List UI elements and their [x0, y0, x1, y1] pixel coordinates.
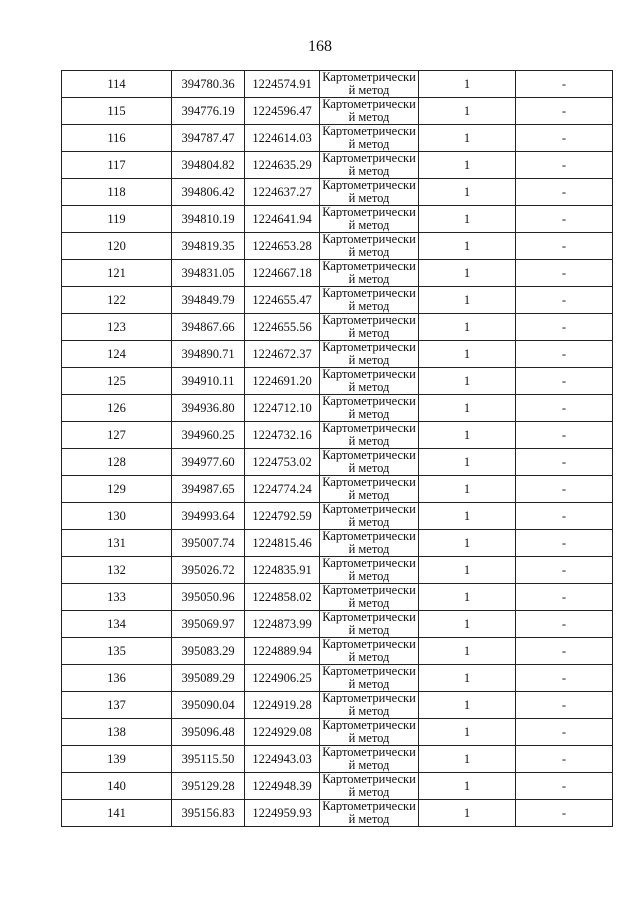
description-cell: - [516, 71, 613, 98]
method-line-2: й метод [348, 380, 390, 394]
description-cell: - [516, 584, 613, 611]
method-cell [320, 395, 419, 422]
y-coordinate-cell: 1224672.37 [245, 341, 320, 368]
x-coordinate-cell: 395156.83 [172, 800, 245, 827]
method-line-1: Картометрически [322, 124, 416, 138]
accuracy-cell: 1 [419, 233, 516, 260]
method-line-1: Картометрически [322, 340, 416, 354]
method-cell [320, 260, 419, 287]
method-line-1: Картометрически [322, 97, 416, 111]
y-coordinate-cell: 1224712.10 [245, 395, 320, 422]
point-number-cell: 119 [62, 206, 172, 233]
method-line-1: Картометрически [322, 691, 416, 705]
x-coordinate-cell: 395007.74 [172, 530, 245, 557]
y-coordinate-cell: 1224637.27 [245, 179, 320, 206]
x-coordinate-cell: 394867.66 [172, 314, 245, 341]
method-cell [320, 449, 419, 476]
y-coordinate-cell: 1224635.29 [245, 152, 320, 179]
point-number-cell: 141 [62, 800, 172, 827]
method-line-2: й метод [348, 110, 390, 124]
x-coordinate-cell: 394819.35 [172, 233, 245, 260]
method-line-2: й метод [348, 191, 390, 205]
x-coordinate-cell: 394987.65 [172, 476, 245, 503]
x-coordinate-cell: 394960.25 [172, 422, 245, 449]
description-cell: - [516, 800, 613, 827]
table-row [62, 368, 613, 395]
method-line-2: й метод [348, 407, 390, 421]
y-coordinate-cell: 1224948.39 [245, 773, 320, 800]
method-cell [320, 530, 419, 557]
point-number-cell: 138 [62, 719, 172, 746]
accuracy-cell: 1 [419, 746, 516, 773]
table-row [62, 341, 613, 368]
point-number-cell: 128 [62, 449, 172, 476]
table-row [62, 746, 613, 773]
point-number-cell: 117 [62, 152, 172, 179]
table-row [62, 800, 613, 827]
table-row [62, 98, 613, 125]
accuracy-cell: 1 [419, 287, 516, 314]
page-number: 168 [308, 38, 332, 55]
point-number-cell: 121 [62, 260, 172, 287]
table-row [62, 557, 613, 584]
point-number-cell: 135 [62, 638, 172, 665]
y-coordinate-cell: 1224753.02 [245, 449, 320, 476]
method-cell [320, 746, 419, 773]
description-cell: - [516, 773, 613, 800]
point-number-cell: 116 [62, 125, 172, 152]
method-line-2: й метод [348, 434, 390, 448]
point-number-cell: 114 [62, 71, 172, 98]
accuracy-cell: 1 [419, 584, 516, 611]
table-row [62, 665, 613, 692]
description-cell: - [516, 233, 613, 260]
method-cell [320, 368, 419, 395]
method-line-1: Картометрически [322, 151, 416, 165]
table-row [62, 773, 613, 800]
description-cell: - [516, 260, 613, 287]
method-line-1: Картометрически [322, 637, 416, 651]
method-line-2: й метод [348, 353, 390, 367]
y-coordinate-cell: 1224919.28 [245, 692, 320, 719]
accuracy-cell: 1 [419, 449, 516, 476]
method-line-1: Картометрически [322, 313, 416, 327]
y-coordinate-cell: 1224889.94 [245, 638, 320, 665]
method-line-1: Картометрически [322, 556, 416, 570]
method-cell [320, 314, 419, 341]
accuracy-cell: 1 [419, 341, 516, 368]
method-cell [320, 638, 419, 665]
table-row [62, 719, 613, 746]
y-coordinate-cell: 1224774.24 [245, 476, 320, 503]
description-cell: - [516, 557, 613, 584]
description-cell: - [516, 341, 613, 368]
method-line-2: й метод [348, 542, 390, 556]
method-line-1: Картометрически [322, 70, 416, 84]
point-number-cell: 126 [62, 395, 172, 422]
method-cell [320, 341, 419, 368]
y-coordinate-cell: 1224653.28 [245, 233, 320, 260]
x-coordinate-cell: 394993.64 [172, 503, 245, 530]
x-coordinate-cell: 394806.42 [172, 179, 245, 206]
table-row [62, 692, 613, 719]
description-cell: - [516, 98, 613, 125]
method-line-1: Картометрически [322, 205, 416, 219]
y-coordinate-cell: 1224873.99 [245, 611, 320, 638]
method-line-1: Картометрически [322, 718, 416, 732]
y-coordinate-cell: 1224929.08 [245, 719, 320, 746]
method-line-1: Картометрически [322, 502, 416, 516]
method-line-2: й метод [348, 245, 390, 259]
method-line-2: й метод [348, 785, 390, 799]
x-coordinate-cell: 395129.28 [172, 773, 245, 800]
y-coordinate-cell: 1224943.03 [245, 746, 320, 773]
method-cell [320, 206, 419, 233]
x-coordinate-cell: 395089.29 [172, 665, 245, 692]
method-cell [320, 692, 419, 719]
accuracy-cell: 1 [419, 692, 516, 719]
point-number-cell: 125 [62, 368, 172, 395]
coordinates-table [61, 70, 613, 827]
method-cell [320, 152, 419, 179]
method-cell [320, 125, 419, 152]
method-line-2: й метод [348, 218, 390, 232]
description-cell: - [516, 719, 613, 746]
method-line-1: Картометрически [322, 448, 416, 462]
accuracy-cell: 1 [419, 206, 516, 233]
accuracy-cell: 1 [419, 98, 516, 125]
description-cell: - [516, 179, 613, 206]
point-number-cell: 129 [62, 476, 172, 503]
description-cell: - [516, 746, 613, 773]
x-coordinate-cell: 395050.96 [172, 584, 245, 611]
description-cell: - [516, 530, 613, 557]
point-number-cell: 120 [62, 233, 172, 260]
method-line-1: Картометрически [322, 583, 416, 597]
table-row [62, 71, 613, 98]
x-coordinate-cell: 395096.48 [172, 719, 245, 746]
x-coordinate-cell: 394780.36 [172, 71, 245, 98]
accuracy-cell: 1 [419, 557, 516, 584]
method-cell [320, 179, 419, 206]
method-cell [320, 557, 419, 584]
x-coordinate-cell: 394804.82 [172, 152, 245, 179]
method-line-1: Картометрически [322, 745, 416, 759]
method-cell [320, 98, 419, 125]
method-cell [320, 719, 419, 746]
point-number-cell: 115 [62, 98, 172, 125]
point-number-cell: 118 [62, 179, 172, 206]
x-coordinate-cell: 394936.80 [172, 395, 245, 422]
method-line-2: й метод [348, 704, 390, 718]
table-row [62, 638, 613, 665]
y-coordinate-cell: 1224614.03 [245, 125, 320, 152]
y-coordinate-cell: 1224691.20 [245, 368, 320, 395]
table-row [62, 314, 613, 341]
table-row [62, 611, 613, 638]
method-line-1: Картометрически [322, 421, 416, 435]
method-line-1: Картометрически [322, 772, 416, 786]
description-cell: - [516, 152, 613, 179]
accuracy-cell: 1 [419, 773, 516, 800]
x-coordinate-cell: 394849.79 [172, 287, 245, 314]
accuracy-cell: 1 [419, 71, 516, 98]
accuracy-cell: 1 [419, 476, 516, 503]
method-cell [320, 611, 419, 638]
point-number-cell: 122 [62, 287, 172, 314]
method-line-1: Картометрически [322, 367, 416, 381]
table-row [62, 206, 613, 233]
description-cell: - [516, 692, 613, 719]
table-row [62, 503, 613, 530]
accuracy-cell: 1 [419, 368, 516, 395]
point-number-cell: 131 [62, 530, 172, 557]
method-cell [320, 665, 419, 692]
table-row [62, 395, 613, 422]
method-line-2: й метод [348, 677, 390, 691]
x-coordinate-cell: 394810.19 [172, 206, 245, 233]
y-coordinate-cell: 1224792.59 [245, 503, 320, 530]
description-cell: - [516, 611, 613, 638]
table-row [62, 476, 613, 503]
y-coordinate-cell: 1224906.25 [245, 665, 320, 692]
method-line-2: й метод [348, 569, 390, 583]
method-line-2: й метод [348, 83, 390, 97]
description-cell: - [516, 422, 613, 449]
x-coordinate-cell: 395115.50 [172, 746, 245, 773]
point-number-cell: 123 [62, 314, 172, 341]
y-coordinate-cell: 1224655.47 [245, 287, 320, 314]
x-coordinate-cell: 394776.19 [172, 98, 245, 125]
table-row [62, 449, 613, 476]
method-line-1: Картометрически [322, 394, 416, 408]
table-row [62, 125, 613, 152]
table-row [62, 287, 613, 314]
method-cell [320, 503, 419, 530]
method-line-1: Картометрически [322, 232, 416, 246]
x-coordinate-cell: 395069.97 [172, 611, 245, 638]
method-line-2: й метод [348, 137, 390, 151]
point-number-cell: 140 [62, 773, 172, 800]
method-line-1: Картометрически [322, 529, 416, 543]
method-cell [320, 422, 419, 449]
method-line-2: й метод [348, 272, 390, 286]
method-line-1: Картометрически [322, 178, 416, 192]
method-cell [320, 233, 419, 260]
accuracy-cell: 1 [419, 125, 516, 152]
x-coordinate-cell: 394977.60 [172, 449, 245, 476]
description-cell: - [516, 638, 613, 665]
method-line-2: й метод [348, 299, 390, 313]
y-coordinate-cell: 1224732.16 [245, 422, 320, 449]
x-coordinate-cell: 394787.47 [172, 125, 245, 152]
point-number-cell: 137 [62, 692, 172, 719]
point-number-cell: 132 [62, 557, 172, 584]
method-line-1: Картометрически [322, 259, 416, 273]
accuracy-cell: 1 [419, 152, 516, 179]
method-line-1: Картометрически [322, 664, 416, 678]
description-cell: - [516, 449, 613, 476]
table-row [62, 260, 613, 287]
point-number-cell: 139 [62, 746, 172, 773]
description-cell: - [516, 503, 613, 530]
x-coordinate-cell: 395026.72 [172, 557, 245, 584]
method-line-2: й метод [348, 461, 390, 475]
accuracy-cell: 1 [419, 422, 516, 449]
accuracy-cell: 1 [419, 638, 516, 665]
method-cell [320, 476, 419, 503]
accuracy-cell: 1 [419, 530, 516, 557]
method-cell [320, 71, 419, 98]
y-coordinate-cell: 1224641.94 [245, 206, 320, 233]
y-coordinate-cell: 1224596.47 [245, 98, 320, 125]
y-coordinate-cell: 1224667.18 [245, 260, 320, 287]
accuracy-cell: 1 [419, 260, 516, 287]
method-line-2: й метод [348, 164, 390, 178]
y-coordinate-cell: 1224959.93 [245, 800, 320, 827]
description-cell: - [516, 287, 613, 314]
accuracy-cell: 1 [419, 395, 516, 422]
point-number-cell: 127 [62, 422, 172, 449]
method-line-2: й метод [348, 650, 390, 664]
method-line-1: Картометрически [322, 799, 416, 813]
accuracy-cell: 1 [419, 314, 516, 341]
method-line-2: й метод [348, 326, 390, 340]
method-line-2: й метод [348, 731, 390, 745]
method-line-1: Картометрически [322, 475, 416, 489]
description-cell: - [516, 665, 613, 692]
point-number-cell: 130 [62, 503, 172, 530]
point-number-cell: 133 [62, 584, 172, 611]
accuracy-cell: 1 [419, 719, 516, 746]
method-cell [320, 800, 419, 827]
method-line-2: й метод [348, 623, 390, 637]
accuracy-cell: 1 [419, 800, 516, 827]
method-cell [320, 287, 419, 314]
point-number-cell: 124 [62, 341, 172, 368]
y-coordinate-cell: 1224858.02 [245, 584, 320, 611]
description-cell: - [516, 125, 613, 152]
table-row [62, 233, 613, 260]
x-coordinate-cell: 395083.29 [172, 638, 245, 665]
method-line-2: й метод [348, 812, 390, 826]
x-coordinate-cell: 394890.71 [172, 341, 245, 368]
table-row [62, 152, 613, 179]
method-line-2: й метод [348, 758, 390, 772]
table-row [62, 584, 613, 611]
table-row [62, 530, 613, 557]
table-row [62, 422, 613, 449]
description-cell: - [516, 314, 613, 341]
method-cell [320, 584, 419, 611]
table-row [62, 179, 613, 206]
description-cell: - [516, 368, 613, 395]
y-coordinate-cell: 1224815.46 [245, 530, 320, 557]
description-cell: - [516, 206, 613, 233]
y-coordinate-cell: 1224655.56 [245, 314, 320, 341]
accuracy-cell: 1 [419, 503, 516, 530]
x-coordinate-cell: 395090.04 [172, 692, 245, 719]
method-line-2: й метод [348, 488, 390, 502]
description-cell: - [516, 395, 613, 422]
point-number-cell: 136 [62, 665, 172, 692]
accuracy-cell: 1 [419, 611, 516, 638]
y-coordinate-cell: 1224835.91 [245, 557, 320, 584]
method-line-1: Картометрически [322, 610, 416, 624]
point-number-cell: 134 [62, 611, 172, 638]
method-cell [320, 773, 419, 800]
method-line-2: й метод [348, 515, 390, 529]
accuracy-cell: 1 [419, 665, 516, 692]
x-coordinate-cell: 394831.05 [172, 260, 245, 287]
x-coordinate-cell: 394910.11 [172, 368, 245, 395]
description-cell: - [516, 476, 613, 503]
y-coordinate-cell: 1224574.91 [245, 71, 320, 98]
coordinates-table-body [62, 71, 613, 827]
method-line-2: й метод [348, 596, 390, 610]
accuracy-cell: 1 [419, 179, 516, 206]
method-line-1: Картометрически [322, 286, 416, 300]
